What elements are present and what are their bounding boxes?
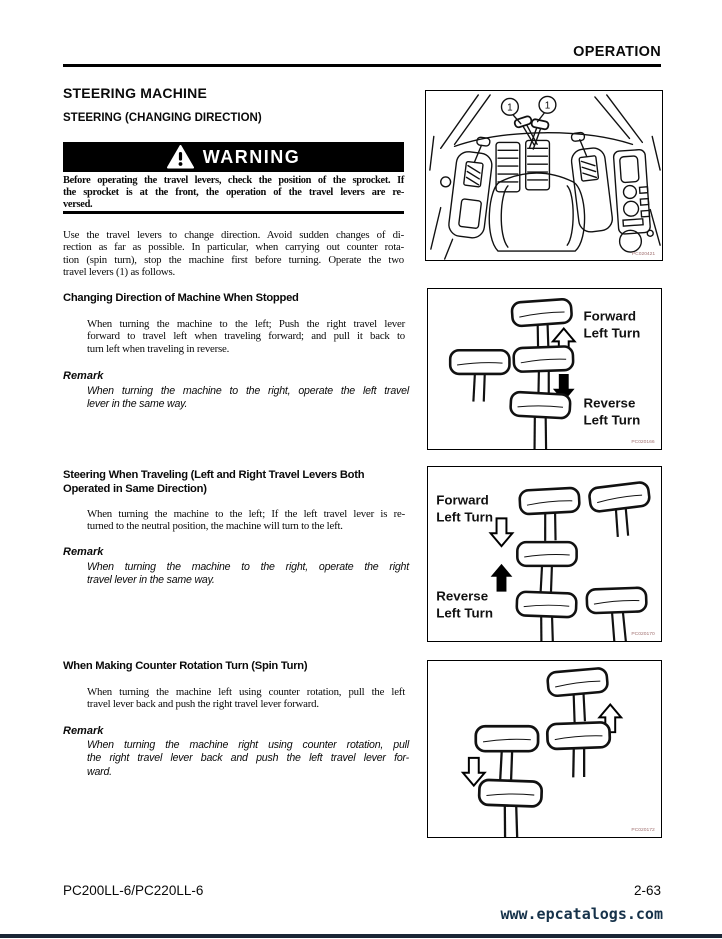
- section3-remark: [87, 739, 409, 779]
- section2-remark: [87, 561, 409, 588]
- remark-line: When turning the machine to the right, operate the left travel: [87, 385, 409, 397]
- figure-label: Reverse: [583, 395, 636, 411]
- heading-changing-direction-stopped: [63, 292, 408, 306]
- warning-triangle-icon: [167, 145, 194, 169]
- left-work-lever: [448, 135, 496, 239]
- figure-label: Left Turn: [583, 325, 641, 341]
- warning-text-line: Before operating the travel levers, check the position of the sprocket. If: [63, 175, 404, 186]
- figure-label: Left Turn: [583, 412, 641, 428]
- body-line: turned to the neutral position, the machine will turn to the left.: [87, 520, 343, 533]
- right-work-lever: [568, 130, 614, 233]
- heading-counter-rotation-turn: [63, 660, 408, 674]
- header-rule: [63, 64, 661, 67]
- heading-line: When Making Counter Rotation Turn (Spin Turn): [63, 660, 308, 672]
- bottom-bar: [0, 934, 722, 938]
- cab-illustration: [426, 91, 662, 260]
- heading-steering-when-traveling: [63, 469, 408, 496]
- intro-line: tion (spin turn), stop the machine first before turning. Operate the two: [63, 253, 404, 266]
- figure-label: Reverse: [436, 588, 489, 604]
- section1-body: [87, 318, 405, 355]
- intro-line: rection as far as possible. In particular, when carrying out counter rota-: [63, 241, 404, 254]
- figure-label: Forward: [436, 492, 489, 508]
- figure-stopped-turn: [427, 288, 662, 450]
- heading-line: Operated in Same Direction): [63, 482, 207, 495]
- intro-paragraph: [63, 229, 404, 279]
- warning-banner: [63, 142, 404, 172]
- lever-diagram: [428, 467, 661, 641]
- warning-text-line: the sprocket is at the front, the operation of the travel levers are re-: [63, 187, 404, 199]
- remark-line: When turning the machine to the right, operate the right: [87, 561, 409, 573]
- body-line: When turning the machine left using counter rotation, pull the left: [87, 686, 405, 698]
- body-line: forward to travel left when traveling forward; and pull it back to: [87, 330, 405, 343]
- figure-traveling-turn: [427, 466, 662, 642]
- remark-line: ward.: [87, 765, 112, 778]
- callout-number: 1: [544, 100, 551, 112]
- warning-label: WARNING: [202, 146, 301, 167]
- figure-code: PC020421: [631, 252, 656, 258]
- remark-line: lever in the same way.: [87, 398, 188, 411]
- remark-line: the right travel lever back and push the left travel lever for-: [87, 752, 409, 765]
- heading-line: Steering When Traveling (Left and Right Travel Levers Both: [63, 469, 365, 481]
- arrow-down-icon: [463, 758, 485, 786]
- remark-label: Remark: [63, 725, 104, 737]
- lever-diagram: [428, 289, 661, 449]
- warning-text-line: versed.: [63, 199, 93, 211]
- footer-model-number: PC200LL-6/PC220LL-6: [63, 883, 204, 898]
- callout-number: 1: [507, 102, 513, 114]
- figure-label: Left Turn: [436, 605, 494, 621]
- remark-label: Remark: [63, 370, 104, 382]
- switch-panel: [613, 149, 650, 234]
- body-line: turn left when traveling in reverse.: [87, 342, 230, 355]
- figure-label: Forward: [583, 308, 637, 324]
- remark-line: When turning the machine right using counter rotation, pull: [87, 739, 409, 751]
- subsection-title: STEERING (CHANGING DIRECTION): [63, 112, 262, 124]
- arrow-down-icon: [491, 518, 513, 546]
- body-line: travel lever back and push the right travel lever forward.: [87, 698, 319, 711]
- section-title: STEERING MACHINE: [63, 85, 207, 101]
- remark-label: Remark: [63, 546, 104, 558]
- footer-page-number: 2-63: [633, 883, 661, 898]
- figure-travel-levers-location: [425, 90, 663, 261]
- warning-text: [63, 175, 404, 212]
- figure-code: PC020166: [631, 440, 655, 446]
- section1-remark: [87, 385, 409, 412]
- intro-line: travel levers (1) as follows.: [63, 266, 176, 279]
- body-line: When turning the machine to the left; If the left travel lever is re-: [87, 508, 405, 520]
- remark-line: travel lever in the same way.: [87, 574, 215, 587]
- figure-code: PC020172: [631, 828, 655, 834]
- figure-code: PC020170: [631, 632, 655, 638]
- watermark-link[interactable]: www.epcatalogs.com: [500, 905, 663, 923]
- section3-body: [87, 686, 405, 711]
- section2-body: [87, 508, 405, 533]
- body-line: When turning the machine to the left; Push the right travel lever: [87, 318, 405, 330]
- intro-line: Use the travel levers to change direction. Avoid sudden changes of di-: [63, 229, 404, 241]
- heading-line: Changing Direction of Machine When Stopped: [63, 292, 299, 304]
- lever-diagram: [428, 661, 661, 837]
- page-header-title: OPERATION: [573, 44, 661, 60]
- figure-label: Left Turn: [436, 509, 494, 525]
- arrow-up-icon: [491, 564, 513, 592]
- figure-spin-turn: [427, 660, 662, 838]
- warning-bottom-rule: [63, 211, 404, 214]
